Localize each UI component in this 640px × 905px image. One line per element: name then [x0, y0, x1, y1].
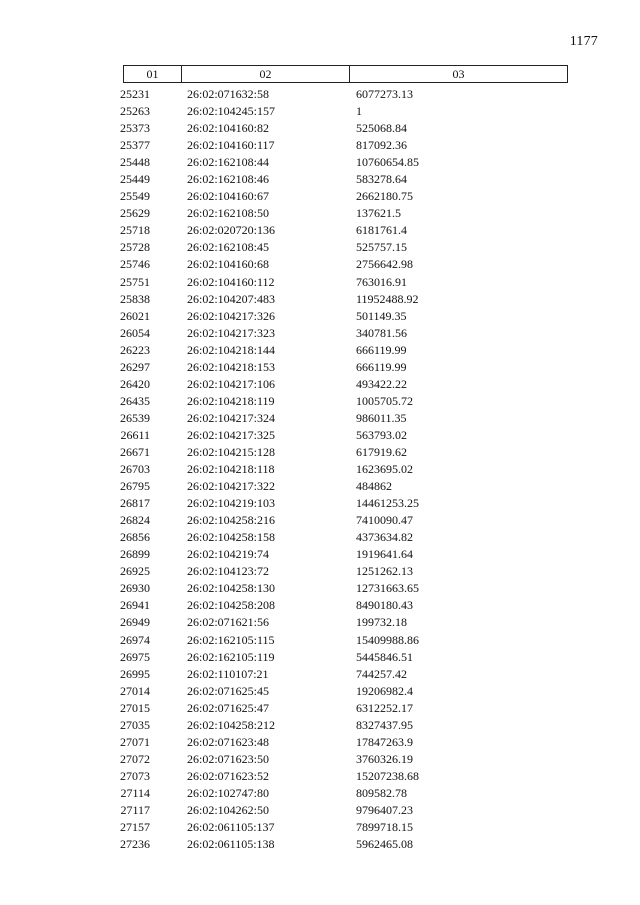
- value-cell: 7899718.15: [356, 820, 413, 835]
- cadastral-number-cell: 26:02:071623:50: [187, 751, 270, 766]
- row-id-cell: 26974: [120, 632, 150, 647]
- row-id-cell: 26824: [120, 513, 150, 528]
- cadastral-number-cell: 26:02:104207:483: [187, 291, 276, 306]
- cadastral-number-cell: 26:02:071632:58: [187, 87, 270, 101]
- cadastral-number-cell: 26:02:102747:80: [187, 785, 270, 800]
- cadastral-number-cell: 26:02:104217:324: [187, 410, 276, 425]
- row-id-cell: 27114: [120, 785, 150, 800]
- cadastral-number-cell: 26:02:104258:212: [187, 717, 276, 732]
- row-id-cell: 25629: [120, 206, 150, 221]
- row-id-cell: 26420: [120, 376, 150, 391]
- row-id-cell: 26925: [120, 564, 150, 579]
- value-cell: 17847263.9: [356, 734, 413, 749]
- cadastral-number-cell: 26:02:104217:106: [187, 376, 276, 391]
- cadastral-number-cell: 26:02:020720:136: [187, 223, 276, 238]
- table-row: [0, 700, 640, 717]
- table-row: [0, 632, 640, 649]
- row-id-cell: 25751: [120, 274, 150, 289]
- value-cell: 1: [356, 104, 362, 119]
- value-cell: 666119.99: [356, 359, 407, 374]
- table-row: [0, 171, 640, 188]
- table-row: [0, 256, 640, 273]
- row-id-cell: 27073: [120, 768, 150, 783]
- table-row: [0, 478, 640, 495]
- value-cell: 525757.15: [356, 240, 407, 255]
- cadastral-number-cell: 26:02:104245:157: [187, 104, 276, 119]
- table-row: [0, 444, 640, 461]
- value-cell: 199732.18: [356, 615, 407, 630]
- table-row: [0, 137, 640, 154]
- cadastral-number-cell: 26:02:104218:144: [187, 342, 276, 357]
- table-row: [0, 376, 640, 393]
- cadastral-number-cell: 26:02:104160:112: [187, 274, 275, 289]
- cadastral-number-cell: 26:02:071623:48: [187, 734, 270, 749]
- table-row: [0, 819, 640, 836]
- cadastral-number-cell: 26:02:162108:44: [187, 155, 270, 170]
- value-cell: 501149.35: [356, 308, 407, 323]
- table-row: [0, 205, 640, 222]
- cadastral-number-cell: 26:02:104160:67: [187, 189, 270, 204]
- row-id-cell: 25728: [120, 240, 150, 255]
- row-id-cell: 26223: [120, 342, 150, 357]
- row-id-cell: 25838: [120, 291, 150, 306]
- row-id-cell: 25449: [120, 172, 150, 187]
- cadastral-number-cell: 26:02:061105:137: [187, 820, 275, 835]
- cadastral-number-cell: 26:02:104160:68: [187, 257, 270, 272]
- row-id-cell: 26021: [120, 308, 150, 323]
- table-row: [0, 785, 640, 802]
- table-row: [0, 597, 640, 614]
- value-cell: 563793.02: [356, 427, 407, 442]
- value-cell: 12731663.65: [356, 581, 419, 596]
- value-cell: 7410090.47: [356, 513, 413, 528]
- value-cell: 583278.64: [356, 172, 407, 187]
- cadastral-number-cell: 26:02:104123:72: [187, 564, 270, 579]
- cadastral-number-cell: 26:02:071623:52: [187, 768, 270, 783]
- row-id-cell: 27072: [120, 751, 150, 766]
- table-row: [0, 546, 640, 563]
- row-id-cell: 26817: [120, 496, 150, 511]
- table-header: [123, 65, 568, 83]
- cadastral-number-cell: 26:02:104258:130: [187, 581, 276, 596]
- cadastral-number-cell: 26:02:104218:119: [187, 393, 275, 408]
- cadastral-number-cell: 26:02:104258:216: [187, 513, 276, 528]
- table-row: [0, 512, 640, 529]
- value-cell: 11952488.92: [356, 291, 419, 306]
- row-id-cell: 26930: [120, 581, 150, 596]
- value-cell: 1623695.02: [356, 462, 413, 477]
- cadastral-number-cell: 26:02:104218:153: [187, 359, 276, 374]
- row-id-cell: 27035: [120, 717, 150, 732]
- value-cell: 809582.78: [356, 785, 407, 800]
- row-id-cell: 25448: [120, 155, 150, 170]
- cadastral-number-cell: 26:02:104258:208: [187, 598, 276, 613]
- table-row: [0, 751, 640, 768]
- cadastral-number-cell: 26:02:104160:82: [187, 121, 270, 136]
- table-row: [0, 666, 640, 683]
- value-cell: 493422.22: [356, 376, 407, 391]
- row-id-cell: 26949: [120, 615, 150, 630]
- row-id-cell: 26054: [120, 325, 150, 340]
- row-id-cell: 27117: [120, 802, 150, 817]
- cadastral-number-cell: 26:02:104217:326: [187, 308, 276, 323]
- value-cell: 6312252.17: [356, 700, 413, 715]
- column-header-03: 03: [452, 67, 465, 81]
- value-cell: 1005705.72: [356, 393, 413, 408]
- row-id-cell: 27157: [120, 820, 150, 835]
- value-cell: 15207238.68: [356, 768, 419, 783]
- row-id-cell: 26899: [120, 547, 150, 562]
- value-cell: 1251262.13: [356, 564, 413, 579]
- cadastral-number-cell: 26:02:104217:325: [187, 427, 276, 442]
- row-id-cell: 25718: [120, 223, 150, 238]
- row-id-cell: 25231: [120, 87, 150, 101]
- value-cell: 8327437.95: [356, 717, 413, 732]
- value-cell: 15409988.86: [356, 632, 419, 647]
- row-id-cell: 26941: [120, 598, 150, 613]
- value-cell: 14461253.25: [356, 496, 419, 511]
- value-cell: 340781.56: [356, 325, 407, 340]
- table-row: [0, 325, 640, 342]
- table-row: [0, 461, 640, 478]
- table-row: [0, 154, 640, 171]
- cadastral-number-cell: 26:02:162108:45: [187, 240, 270, 255]
- value-cell: 6077273.13: [356, 87, 413, 101]
- row-id-cell: 25549: [120, 189, 150, 204]
- table-row: [0, 188, 640, 205]
- value-cell: 6181761.4: [356, 223, 407, 238]
- row-id-cell: 26539: [120, 410, 150, 425]
- cadastral-number-cell: 26:02:162105:119: [187, 649, 275, 664]
- table-row: [0, 308, 640, 325]
- column-header-02: 02: [182, 66, 350, 82]
- value-cell: 8490180.43: [356, 598, 413, 613]
- table-row: [0, 120, 640, 137]
- cadastral-number-cell: 26:02:061105:138: [187, 837, 275, 852]
- table-row: [0, 103, 640, 120]
- table-row: [0, 580, 640, 597]
- table-row: [0, 86, 640, 103]
- table-row: [0, 393, 640, 410]
- value-cell: 1919641.64: [356, 547, 413, 562]
- value-cell: 9796407.23: [356, 802, 413, 817]
- value-cell: 763016.91: [356, 274, 407, 289]
- cadastral-number-cell: 26:02:071625:47: [187, 700, 270, 715]
- row-id-cell: 26703: [120, 462, 150, 477]
- column-header-01: 01: [124, 66, 182, 82]
- row-id-cell: 26995: [120, 666, 150, 681]
- table-row: [0, 222, 640, 239]
- value-cell: 2756642.98: [356, 257, 413, 272]
- cadastral-number-cell: 26:02:071621:56: [187, 615, 270, 630]
- table-body: [0, 86, 640, 853]
- row-id-cell: 27015: [120, 700, 150, 715]
- cadastral-number-cell: 26:02:104160:117: [187, 138, 275, 153]
- cadastral-number-cell: 26:02:104219:74: [187, 547, 270, 562]
- value-cell: 4373634.82: [356, 530, 413, 545]
- table-row: [0, 614, 640, 631]
- table-row: [0, 239, 640, 256]
- value-cell: 10760654.85: [356, 155, 419, 170]
- table-row: [0, 495, 640, 512]
- table-row: [0, 802, 640, 819]
- value-cell: 986011.35: [356, 410, 407, 425]
- row-id-cell: 26671: [120, 444, 150, 459]
- cadastral-number-cell: 26:02:104219:103: [187, 496, 276, 511]
- table-row: [0, 274, 640, 291]
- cadastral-number-cell: 26:02:104217:322: [187, 479, 276, 494]
- row-id-cell: 25263: [120, 104, 150, 119]
- table-row: [0, 768, 640, 785]
- row-id-cell: 26611: [120, 427, 150, 442]
- row-id-cell: 27236: [120, 837, 150, 852]
- value-cell: 817092.36: [356, 138, 407, 153]
- cadastral-number-cell: 26:02:104258:158: [187, 530, 276, 545]
- value-cell: 19206982.4: [356, 683, 413, 698]
- row-id-cell: 25746: [120, 257, 150, 272]
- table-row: [0, 427, 640, 444]
- value-cell: 617919.62: [356, 444, 407, 459]
- row-id-cell: 26297: [120, 359, 150, 374]
- row-id-cell: 27071: [120, 734, 150, 749]
- row-id-cell: 27014: [120, 683, 150, 698]
- cadastral-number-cell: 26:02:104218:118: [187, 462, 275, 477]
- cadastral-number-cell: 26:02:110107:21: [187, 666, 269, 681]
- table-row: [0, 836, 640, 853]
- table-row: [0, 683, 640, 700]
- table-row: [0, 563, 640, 580]
- table-row: [0, 291, 640, 308]
- cadastral-number-cell: 26:02:071625:45: [187, 683, 270, 698]
- page-number: 1177: [569, 34, 598, 49]
- row-id-cell: 25377: [120, 138, 150, 153]
- value-cell: 525068.84: [356, 121, 407, 136]
- table-row: [0, 342, 640, 359]
- value-cell: 744257.42: [356, 666, 407, 681]
- cadastral-number-cell: 26:02:104217:323: [187, 325, 276, 340]
- table-row: [0, 734, 640, 751]
- value-cell: 666119.99: [356, 342, 407, 357]
- cadastral-number-cell: 26:02:162108:46: [187, 172, 270, 187]
- cadastral-number-cell: 26:02:104262:50: [187, 802, 270, 817]
- cadastral-number-cell: 26:02:162105:115: [187, 632, 275, 647]
- value-cell: 5445846.51: [356, 649, 413, 664]
- cadastral-number-cell: 26:02:162108:50: [187, 206, 270, 221]
- value-cell: 5962465.08: [356, 837, 413, 852]
- row-id-cell: 26856: [120, 530, 150, 545]
- value-cell: 3760326.19: [356, 751, 413, 766]
- table-row: [0, 359, 640, 376]
- value-cell: 2662180.75: [356, 189, 413, 204]
- table-row: [0, 649, 640, 666]
- row-id-cell: 26975: [120, 649, 150, 664]
- table-row: [0, 529, 640, 546]
- row-id-cell: 25373: [120, 121, 150, 136]
- row-id-cell: 26435: [120, 393, 150, 408]
- cadastral-number-cell: 26:02:104215:128: [187, 444, 276, 459]
- row-id-cell: 26795: [120, 479, 150, 494]
- value-cell: 484862: [356, 479, 392, 494]
- table-row: [0, 717, 640, 734]
- value-cell: 137621.5: [356, 206, 401, 221]
- table-row: [0, 410, 640, 427]
